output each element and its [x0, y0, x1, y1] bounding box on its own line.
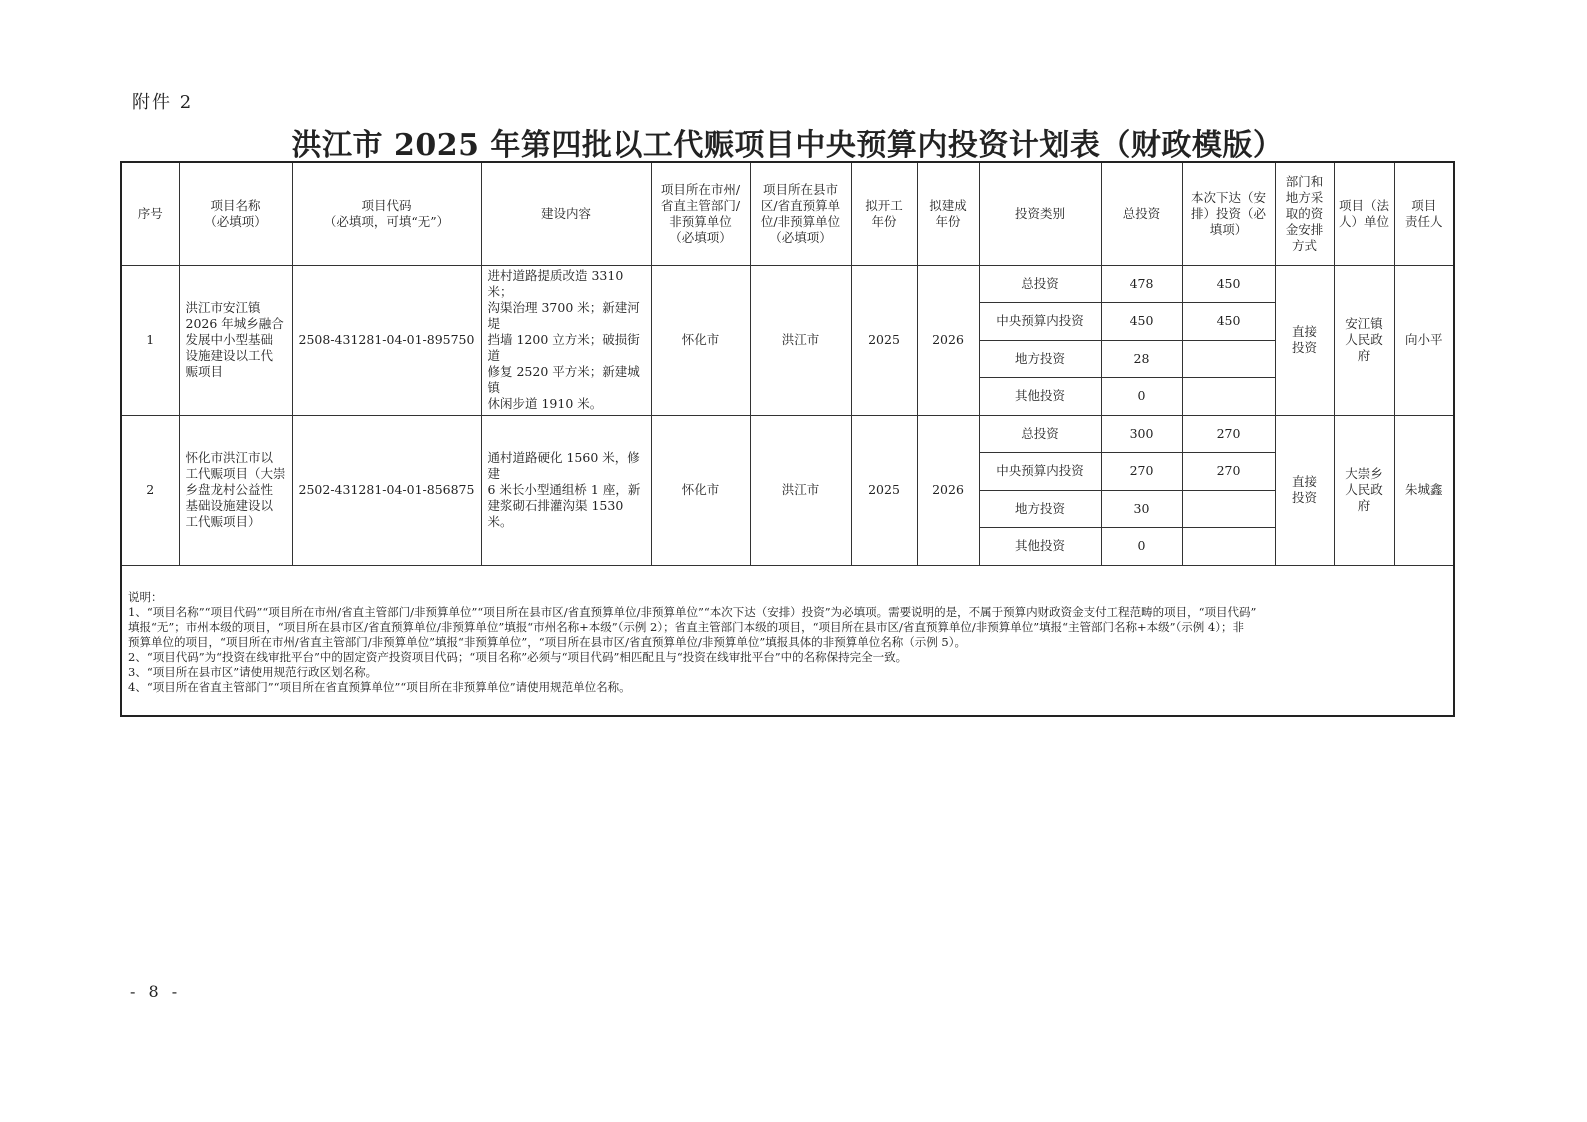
- project-owner: 大崇乡 人民政 府: [1334, 415, 1394, 565]
- investment-this-batch: 270: [1182, 415, 1275, 453]
- note-line: 2、“项目代码”为“投资在线审批平台”中的固定资产投资项目代码；“项目名称”必须与“项目代码”相匹配且与“投资在线审批平台”中的名称保持完全一致。: [128, 650, 908, 664]
- project-name: 怀化市洪江市以 工代赈项目（大崇 乡盘龙村公益性 基础设施建设以 工代赈项目）: [179, 415, 292, 565]
- investment-total: 0: [1101, 378, 1182, 416]
- project-city-unit: 怀化市: [651, 265, 750, 415]
- project-content: 进村道路提质改造 3310 米； 沟渠治理 3700 米；新建河堤 挡墙 1200 立方米；破损街道 修复 2520 平方米；新建城镇 休闲步道 1910 米。: [481, 265, 651, 415]
- investment-this-batch: 450: [1182, 303, 1275, 341]
- investment-total: 450: [1101, 303, 1182, 341]
- investment-type: 地方投资: [979, 340, 1101, 378]
- project-county-unit: 洪江市: [750, 265, 851, 415]
- investment-plan-table: [122, 163, 1453, 566]
- header-name: 项目名称 （必填项）: [179, 163, 292, 265]
- project-city-unit: 怀化市: [651, 415, 750, 565]
- project-end-year: 2026: [917, 415, 979, 565]
- investment-type: 中央预算内投资: [979, 453, 1101, 491]
- investment-type: 总投资: [979, 265, 1101, 303]
- table-row: [122, 265, 1453, 303]
- page-number: - 8 -: [130, 982, 182, 1001]
- investment-this-batch: [1182, 340, 1275, 378]
- note-line: 4、“项目所在省直主管部门”“项目所在省直预算单位”“项目所在非预算单位”请使用规范单位名称。: [128, 680, 631, 694]
- investment-total: 270: [1101, 453, 1182, 491]
- project-start-year: 2025: [851, 265, 917, 415]
- header-manager: 项目 责任人: [1394, 163, 1453, 265]
- table-header-row: [122, 163, 1453, 265]
- note-line: 3、“项目所在县市区”请使用规范行政区划名称。: [128, 665, 378, 679]
- project-seq: 1: [122, 265, 179, 415]
- project-seq: 2: [122, 415, 179, 565]
- project-county-unit: 洪江市: [750, 415, 851, 565]
- project-manager: 向小平: [1394, 265, 1453, 415]
- plan-table-frame: [120, 161, 1455, 717]
- investment-this-batch: [1182, 528, 1275, 566]
- project-manager: 朱城鑫: [1394, 415, 1453, 565]
- header-content: 建设内容: [481, 163, 651, 265]
- header-owner: 项目（法 人）单位: [1334, 163, 1394, 265]
- note-line: 填报“无”；市州本级的项目，“项目所在县市区/省直预算单位/非预算单位”填报“市州名称+本级”（示例 2）；省直主管部门本级的项目，“项目所在县市区/省直预算单位/非预算单位”填报“主管部门名称+本级”（示例 4）；非: [128, 620, 1244, 634]
- header-investment-type: 投资类别: [979, 163, 1101, 265]
- table-row: [122, 415, 1453, 453]
- investment-this-batch: [1182, 490, 1275, 528]
- investment-type: 中央预算内投资: [979, 303, 1101, 341]
- project-code: 2508-431281-04-01-895750: [292, 265, 481, 415]
- header-start-year: 拟开工 年份: [851, 163, 917, 265]
- investment-total: 30: [1101, 490, 1182, 528]
- project-funding-method: 直接 投资: [1275, 265, 1334, 415]
- header-seq: 序号: [122, 163, 179, 265]
- header-funding-method: 部门和 地方采 取的资 金安排 方式: [1275, 163, 1334, 265]
- header-code: 项目代码 （必填项，可填“无”）: [292, 163, 481, 265]
- investment-type: 总投资: [979, 415, 1101, 453]
- investment-total: 28: [1101, 340, 1182, 378]
- investment-this-batch: 450: [1182, 265, 1275, 303]
- investment-this-batch: 270: [1182, 453, 1275, 491]
- project-end-year: 2026: [917, 265, 979, 415]
- investment-this-batch: [1182, 378, 1275, 416]
- notes-heading: 说明：: [128, 590, 163, 604]
- header-city-unit: 项目所在市州/ 省直主管部门/ 非预算单位 （必填项）: [651, 163, 750, 265]
- header-total: 总投资: [1101, 163, 1182, 265]
- investment-type: 其他投资: [979, 528, 1101, 566]
- investment-type: 地方投资: [979, 490, 1101, 528]
- project-funding-method: 直接 投资: [1275, 415, 1334, 565]
- header-end-year: 拟建成 年份: [917, 163, 979, 265]
- investment-total: 300: [1101, 415, 1182, 453]
- investment-total: 478: [1101, 265, 1182, 303]
- investment-total: 0: [1101, 528, 1182, 566]
- project-code: 2502-431281-04-01-856875: [292, 415, 481, 565]
- investment-type: 其他投资: [979, 378, 1101, 416]
- project-name: 洪江市安江镇 2026 年城乡融合 发展中小型基础 设施建设以工代 赈项目: [179, 265, 292, 415]
- header-this-batch: 本次下达（安 排）投资（必 填项）: [1182, 163, 1275, 265]
- notes-section: [128, 590, 1448, 695]
- note-line: 1、“项目名称”“项目代码”“项目所在市州/省直主管部门/非预算单位”“项目所在县市区/省直预算单位/非预算单位”“本次下达（安排）投资”为必填项。需要说明的是，不属于预算内财政资金支付工程范畴的项目，“项目代码”: [128, 605, 1257, 619]
- project-content: 通村道路硬化 1560 米，修建 6 米长小型通组桥 1 座，新 建浆砌石排灌沟渠 1530 米。: [481, 415, 651, 565]
- header-county-unit: 项目所在县市 区/省直预算单 位/非预算单位 （必填项）: [750, 163, 851, 265]
- attachment-label: 附件 2: [132, 92, 194, 113]
- project-owner: 安江镇 人民政 府: [1334, 265, 1394, 415]
- project-start-year: 2025: [851, 415, 917, 565]
- note-line: 预算单位的项目，“项目所在市州/省直主管部门/非预算单位”填报“非预算单位”，“项目所在县市区/省直预算单位/非预算单位”填报具体的非预算单位名称（示例 5）。: [128, 635, 966, 649]
- page-title: 洪江市 2025 年第四批以工代赈项目中央预算内投资计划表（财政模版）: [291, 128, 1284, 163]
